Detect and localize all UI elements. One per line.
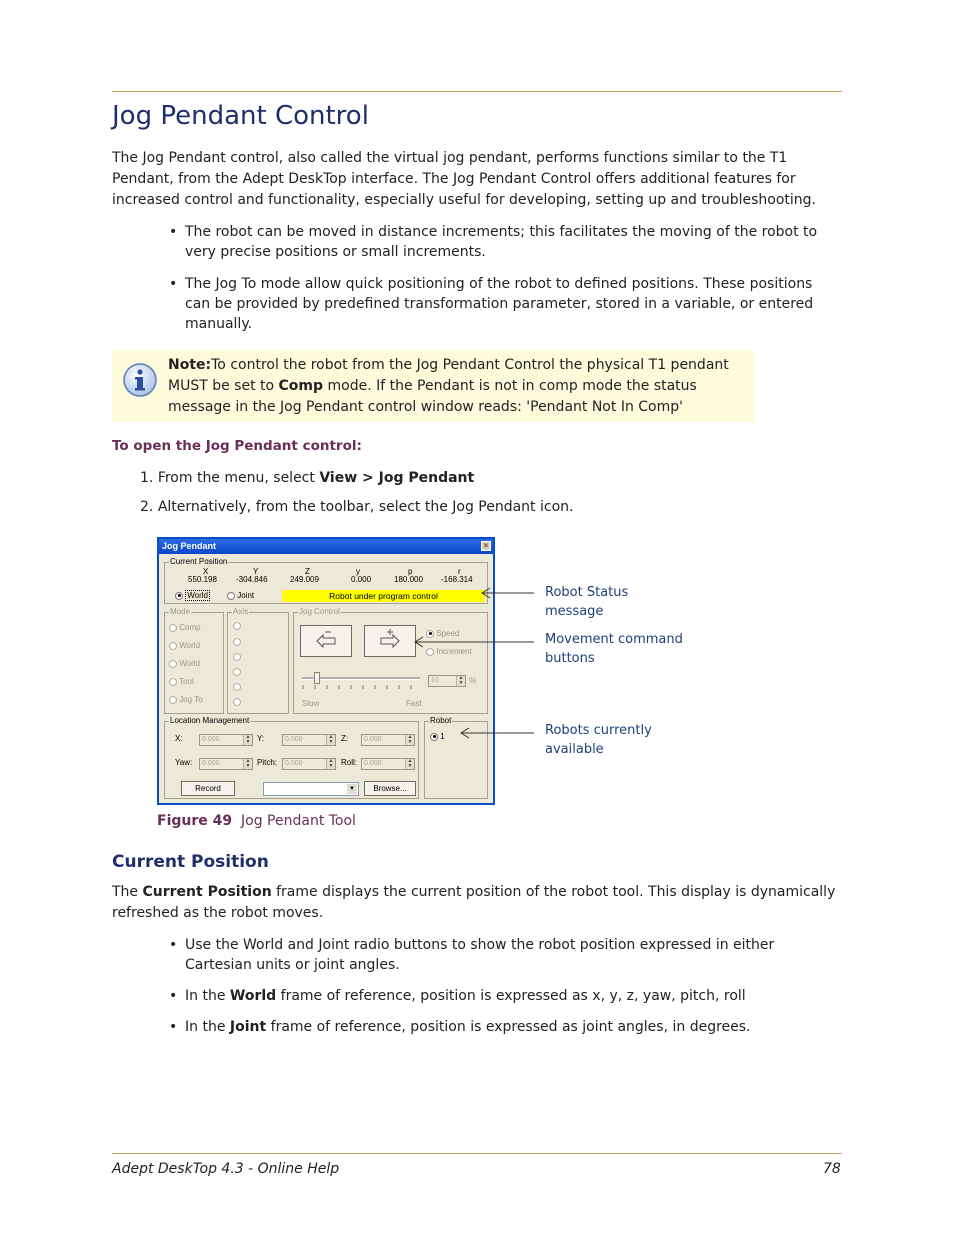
radio-dot [233, 638, 241, 646]
record-button[interactable]: Record [181, 781, 235, 796]
text-run: In the [185, 988, 230, 1004]
callout-robots-available [545, 721, 652, 759]
header-rule [112, 91, 842, 92]
caption-text: Jog Pendant Tool [241, 813, 356, 829]
field-label: Roll: [341, 758, 358, 767]
axis-radio[interactable] [233, 667, 241, 676]
callout-movement-buttons [545, 630, 683, 668]
robot-status-message: Robot under program control [282, 590, 485, 602]
slider-fast-label: Fast [406, 699, 422, 708]
mode-label: Jog To [179, 695, 203, 704]
value-z: 249.009 [290, 575, 319, 584]
radio-dot [169, 678, 177, 686]
callout-line: Robot Status [545, 585, 629, 600]
bold-run: Joint [229, 1019, 267, 1035]
group-label: Location Management [170, 716, 250, 725]
spin-icon[interactable]: ▲ ▼ [243, 759, 252, 769]
mode-label: World [179, 641, 200, 650]
value-x: 550.198 [188, 575, 217, 584]
mode-world[interactable] [169, 659, 200, 668]
bullet-line: The Jog To mode allow quick positioning of the robot to defined positions. These positions [185, 276, 813, 292]
step-text: From the menu, select [157, 470, 320, 486]
window-title: Jog Pendant [162, 541, 217, 551]
axis-radio[interactable] [233, 682, 241, 691]
radio-dot [169, 696, 177, 704]
procedure-heading: To open the Jog Pendant control: [112, 438, 362, 454]
field-label: Pitch: [257, 758, 278, 767]
text-run: frame of reference, position is expressed as joint angles, in degrees. [266, 1019, 751, 1035]
header-x: X [203, 567, 209, 576]
radio-dot [169, 624, 177, 632]
text-run: frame displays the current position of the robot tool. This display is dynamically [271, 884, 836, 900]
field-value: 0.000 [202, 760, 220, 767]
list-item [140, 497, 573, 518]
section-heading: Current Position [112, 852, 269, 872]
location-x-field[interactable] [199, 734, 253, 746]
value-roll: -168.314 [441, 575, 473, 584]
axis-group [227, 607, 289, 714]
bold-run: Current Position [142, 884, 272, 900]
group-label: Current Position [170, 557, 228, 566]
bullet-line: very precise positions or small increments. [185, 244, 486, 260]
footer-title: Adept DeskTop 4.3 - Online Help [112, 1161, 340, 1177]
spin-icon[interactable]: ▲ ▼ [405, 735, 414, 745]
radio-joint[interactable] [227, 591, 254, 600]
radio-dot [233, 683, 241, 691]
radio-dot [233, 668, 241, 676]
callout-line: Movement command [545, 632, 683, 647]
bullet-line: can be provided by predefined transformation parameter, stored in a variable, or entered [185, 296, 814, 312]
page-number: 78 [823, 1161, 841, 1177]
menu-path: View > Jog Pendant [319, 470, 475, 486]
axis-radio[interactable] [233, 637, 241, 646]
header-roll: r [458, 567, 461, 576]
slider-slow-label: Slow [302, 699, 320, 708]
field-value: 0.000 [285, 736, 303, 743]
field-label: Z: [341, 734, 349, 743]
radio-world-label: World [187, 591, 208, 600]
location-pitch-field[interactable] [282, 758, 336, 770]
field-label: Yaw: [175, 758, 193, 767]
mode-comp[interactable] [169, 623, 201, 632]
step-text: Alternatively, from the toolbar, select the Jog Pendant icon. [157, 499, 574, 515]
spin-icon[interactable]: ▲ ▼ [243, 735, 252, 745]
note-bold: Comp [278, 378, 324, 394]
mode-label: World [179, 659, 200, 668]
robot-label: 1 [440, 732, 445, 741]
note-line: mode. If the Pendant is not in comp mode the status [323, 378, 697, 394]
intro-line: increased control and functionality, especially useful for developing, setting up and troubleshooting. [112, 192, 816, 208]
list-item: • The Jog To mode allow quick positioning of the robot to defined positions. These positions can be provided by predefined transformation parameter, stored in a variable, or entered manually. [185, 274, 845, 334]
intro-line: The Jog Pendant control, also called the virtual jog pendant, performs functions similar to the T1 [112, 150, 788, 166]
footer-rule [112, 1153, 842, 1154]
radio-dot [233, 622, 241, 630]
radio-world[interactable] [175, 591, 210, 600]
browse-button[interactable]: Browse... [364, 781, 416, 796]
field-value: 0.000 [285, 760, 303, 767]
callout-arrows [300, 580, 540, 750]
field-label: Y: [257, 734, 265, 743]
note-line: To control the robot from the Jog Pendant Control the physical T1 pendant [211, 357, 729, 373]
mode-jog-to[interactable] [169, 695, 203, 704]
info-icon [122, 362, 158, 400]
text-run: refreshed as the robot moves. [112, 905, 324, 921]
value-yaw: 0.000 [351, 575, 372, 584]
bold-run: World [229, 988, 277, 1004]
radio-speed-label: Speed [436, 629, 460, 638]
speed-unit: % [469, 676, 477, 685]
mode-tool[interactable] [169, 677, 194, 686]
bullet-line: manually. [185, 316, 253, 332]
text-run: The [112, 884, 143, 900]
radio-world-dot [175, 592, 183, 600]
page-title: Jog Pendant Control [112, 101, 369, 131]
note-box [112, 350, 754, 422]
radio-joint-label: Joint [237, 591, 255, 600]
group-label: Mode [170, 607, 191, 616]
note-label: Note: [168, 357, 212, 373]
spin-icon[interactable]: ▲ ▼ [326, 759, 335, 769]
list-item: • In the World frame of reference, position is expressed as x, y, z, yaw, pitch, roll [169, 988, 746, 1004]
list-item: • Use the World and Joint radio buttons to show the robot position expressed in either Cartesian units or joint angles. [185, 935, 845, 975]
mode-world[interactable] [169, 641, 200, 650]
location-yaw-field[interactable] [199, 758, 253, 770]
group-label: Jog Control [299, 607, 340, 616]
window-titlebar [159, 539, 493, 554]
list-item: • The robot can be moved in distance increments; this facilitates the moving of the robot to very precise positions or small increments. [185, 222, 845, 262]
field-value: 0.000 [202, 736, 220, 743]
mode-label: Comp [179, 623, 201, 632]
intro-paragraph [112, 148, 852, 211]
text-run: In the [185, 1019, 230, 1035]
note-line: message in the Jog Pendant control window reads: 'Pendant Not In Comp' [168, 399, 683, 415]
group-label: Axis [233, 607, 249, 616]
location-select[interactable] [263, 782, 359, 796]
radio-increment-label: Increment [436, 647, 472, 656]
step-number: 1. [140, 470, 154, 486]
chevron-down-icon[interactable]: ▼ [347, 784, 357, 794]
axis-radio[interactable] [233, 652, 241, 661]
bullet-line: The robot can be moved in distance increments; this facilitates the moving of the robot to [185, 224, 818, 240]
note-line: MUST be set to [168, 378, 279, 394]
header-y: Y [253, 567, 259, 576]
header-z: Z [305, 567, 310, 576]
callout-line: buttons [545, 651, 595, 666]
radio-dot [169, 660, 177, 668]
callout-line: available [545, 742, 604, 757]
close-button[interactable]: × [481, 541, 491, 551]
header-pitch: p [408, 567, 413, 576]
location-roll-field[interactable] [361, 758, 415, 770]
text-run: frame of reference, position is expressed as x, y, z, yaw, pitch, roll [276, 988, 746, 1004]
radio-dot [169, 642, 177, 650]
spin-icon[interactable]: ▲ ▼ [405, 759, 414, 769]
field-label: X: [175, 734, 183, 743]
field-value: 0.000 [364, 736, 382, 743]
radio-dot [233, 653, 241, 661]
spin-icon[interactable]: ▲ ▼ [456, 676, 465, 686]
section-paragraph [112, 882, 852, 924]
mode-group [164, 607, 224, 714]
value-pitch: 180.000 [394, 575, 423, 584]
mode-label: Tool [179, 677, 194, 686]
figure-caption [157, 813, 356, 829]
callout-robot-status [545, 583, 628, 621]
axis-radio[interactable] [233, 621, 241, 630]
spin-icon[interactable]: ▲ ▼ [326, 735, 335, 745]
caption-label: Figure 49 [157, 813, 233, 829]
group-label: Robot [430, 716, 452, 725]
note-text [168, 355, 758, 418]
intro-line: Pendant, from the Adept DeskTop interface. The Jog Pendant Control offers additional features for [112, 171, 796, 187]
bullet-line: Use the World and Joint radio buttons to show the robot position expressed in either [185, 937, 775, 953]
list-item: • In the Joint frame of reference, position is expressed as joint angles, in degrees. [169, 1019, 751, 1035]
callout-line: Robots currently [545, 723, 652, 738]
header-yaw: y [356, 567, 360, 576]
field-value: 0.000 [364, 760, 382, 767]
value-y: -304.846 [236, 575, 268, 584]
step-number: 2. [140, 499, 154, 515]
axis-radio[interactable] [233, 697, 241, 706]
bullet-line: Cartesian units or joint angles. [185, 957, 400, 973]
list-item [140, 468, 474, 489]
callout-line: message [545, 604, 604, 619]
radio-joint-dot [227, 592, 235, 600]
speed-value: 10 [431, 677, 439, 684]
radio-dot [233, 698, 241, 706]
